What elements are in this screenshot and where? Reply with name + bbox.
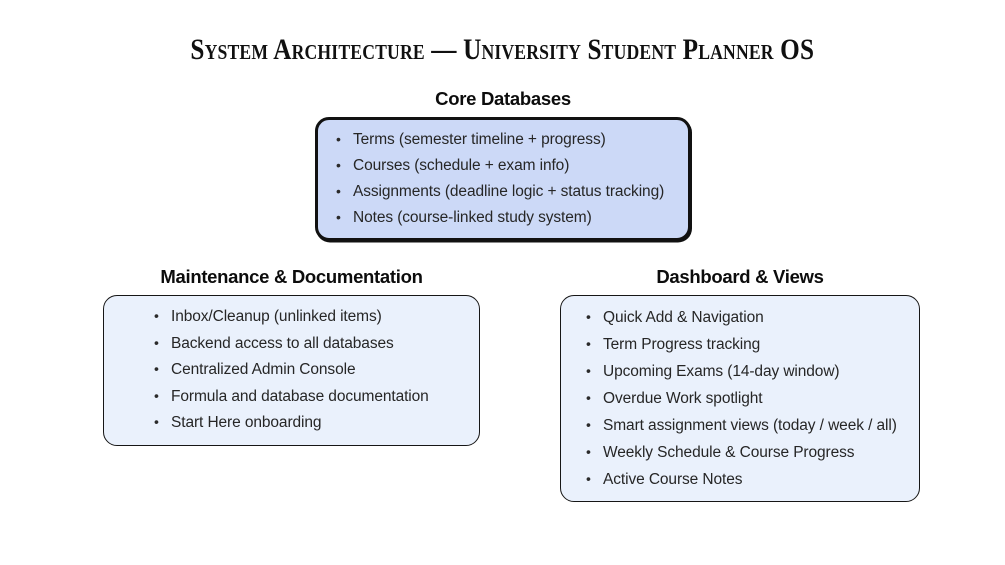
list-item: • Start Here onboarding (154, 410, 467, 437)
list-item: • Notes (course-linked study system) (336, 205, 676, 231)
dashboard-views-heading: Dashboard & Views (656, 266, 824, 287)
page-title-text: System Architecture — University Student Planner OS (190, 33, 815, 66)
list-item: • Courses (schedule + exam info) (336, 153, 676, 179)
core-databases-list (336, 127, 676, 231)
list-item: • Formula and database documentation (154, 384, 467, 411)
list-item: • Inbox/Cleanup (unlinked items) (154, 304, 467, 331)
list-item: • Terms (semester timeline + progress) (336, 127, 676, 153)
core-databases-box (315, 117, 691, 241)
dashboard-views-list (586, 304, 909, 493)
section-maintenance-documentation (103, 266, 480, 446)
list-item: • Overdue Work spotlight (586, 385, 909, 412)
page-title (0, 33, 1005, 67)
list-item: • Active Course Notes (586, 466, 909, 493)
list-item: • Centralized Admin Console (154, 357, 467, 384)
list-item: • Smart assignment views (today / week / all) (586, 412, 909, 439)
list-item: • Upcoming Exams (14-day window) (586, 358, 909, 385)
list-item: • Weekly Schedule & Course Progress (586, 439, 909, 466)
list-item: • Backend access to all databases (154, 331, 467, 358)
dashboard-views-box (560, 295, 920, 502)
list-item: • Assignments (deadline logic + status tracking) (336, 179, 676, 205)
maintenance-documentation-heading: Maintenance & Documentation (160, 266, 423, 287)
section-core-databases (315, 88, 691, 241)
maintenance-documentation-box (103, 295, 480, 446)
maintenance-documentation-list (154, 304, 467, 437)
section-dashboard-views (560, 266, 920, 502)
list-item: • Quick Add & Navigation (586, 304, 909, 331)
list-item: • Term Progress tracking (586, 331, 909, 358)
core-databases-heading: Core Databases (435, 88, 571, 109)
